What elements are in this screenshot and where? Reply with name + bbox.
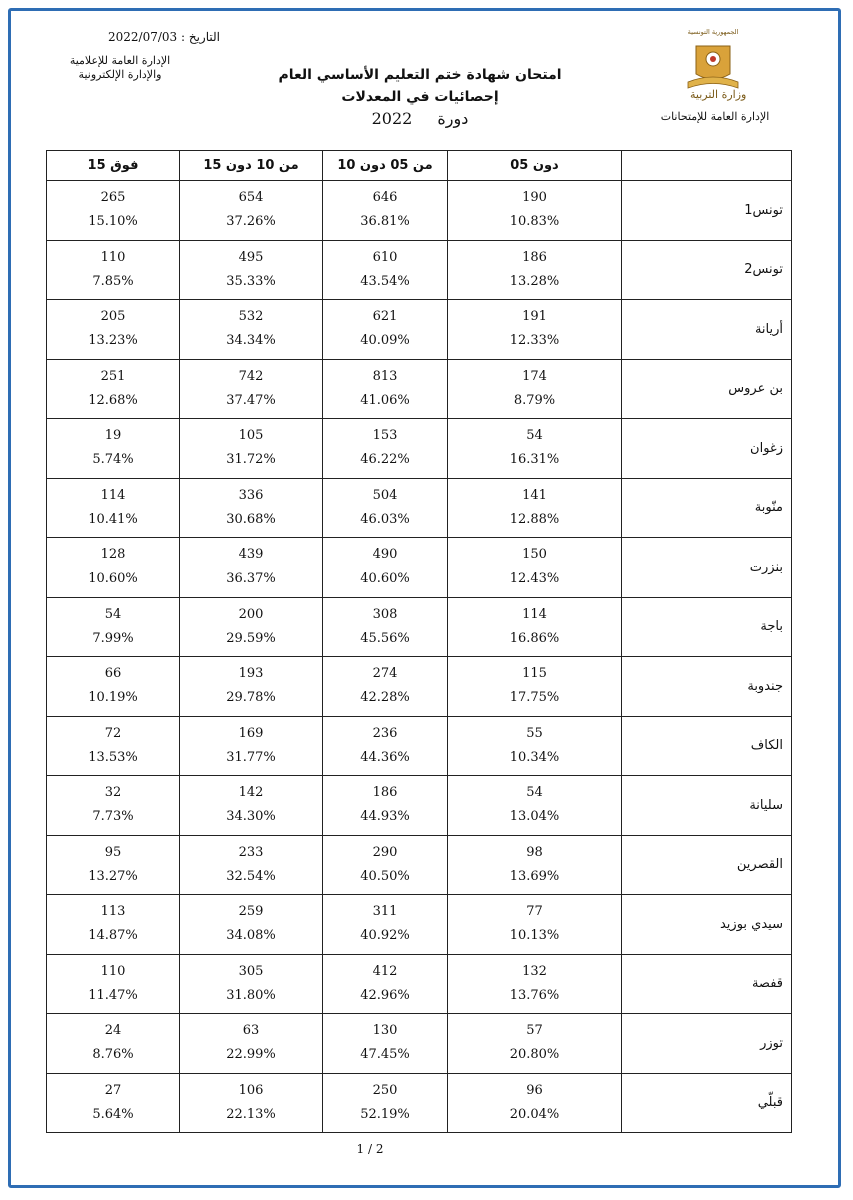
percent-value: 10.13% <box>509 928 560 944</box>
count-value: 290 <box>372 844 398 860</box>
count-value: 654 <box>238 190 264 206</box>
value-cell-c4 <box>47 597 180 657</box>
percent-value: 13.28% <box>509 273 560 289</box>
count-value: 490 <box>372 547 398 563</box>
value-cell-c4 <box>47 419 180 479</box>
col-header-governorate <box>622 151 792 181</box>
governorate-name: الكاف <box>622 716 792 776</box>
value-cell-c4 <box>47 1014 180 1074</box>
value-cell-c2 <box>323 1073 448 1133</box>
percent-value: 8.76% <box>92 1047 134 1063</box>
value-cell-c2 <box>323 954 448 1014</box>
percent-value: 13.76% <box>509 987 560 1003</box>
count-value: 504 <box>372 487 398 503</box>
count-value: 186 <box>372 785 398 801</box>
value-cell-c1 <box>448 835 622 895</box>
percent-value: 10.83% <box>509 214 560 230</box>
col-header-05-10: من 05 دون 10 <box>323 151 448 181</box>
count-value: 54 <box>526 785 543 801</box>
percent-value: 36.37% <box>226 571 276 587</box>
count-value: 55 <box>526 725 543 741</box>
value-cell-c1 <box>448 776 622 836</box>
count-value: 191 <box>522 309 547 325</box>
count-value: 54 <box>104 606 122 622</box>
value-cell-c3 <box>180 835 323 895</box>
percent-value: 22.99% <box>226 1047 276 1063</box>
count-value: 305 <box>238 963 264 979</box>
percent-value: 13.04% <box>509 809 560 825</box>
table-row <box>47 954 792 1014</box>
value-cell-c2 <box>323 359 448 419</box>
count-value: 63 <box>242 1023 260 1039</box>
percent-value: 40.92% <box>360 928 410 944</box>
value-cell-c1 <box>448 716 622 776</box>
percent-value: 7.85% <box>92 273 134 289</box>
value-cell-c4 <box>47 1073 180 1133</box>
value-cell-c3 <box>180 478 323 538</box>
count-value: 412 <box>372 963 398 979</box>
value-cell-c2 <box>323 597 448 657</box>
percent-value: 14.87% <box>88 928 138 944</box>
count-value: 98 <box>526 844 543 860</box>
percent-value: 31.72% <box>226 452 276 468</box>
value-cell-c3 <box>180 538 323 598</box>
count-value: 114 <box>522 606 547 622</box>
percent-value: 29.78% <box>226 690 276 706</box>
table-header-row <box>47 151 792 181</box>
admin-left-line2: والإدارة الإلكترونية <box>78 68 162 81</box>
count-value: 265 <box>100 190 126 206</box>
governorate-name: زغوان <box>622 419 792 479</box>
percent-value: 13.27% <box>88 868 138 884</box>
percent-value: 15.10% <box>88 214 138 230</box>
value-cell-c4 <box>47 240 180 300</box>
percent-value: 40.60% <box>360 571 410 587</box>
table-row <box>47 478 792 538</box>
value-cell-c4 <box>47 478 180 538</box>
percent-value: 44.93% <box>360 809 410 825</box>
percent-value: 10.34% <box>509 749 560 765</box>
percent-value: 40.09% <box>360 333 410 349</box>
percent-value: 20.04% <box>509 1106 560 1122</box>
value-cell-c2 <box>323 181 448 241</box>
table-row <box>47 1014 792 1074</box>
value-cell-c4 <box>47 835 180 895</box>
page-number: 1 / 2 <box>356 1142 384 1156</box>
value-cell-c1 <box>448 359 622 419</box>
value-cell-c4 <box>47 657 180 717</box>
governorate-name: باجة <box>622 597 792 657</box>
percent-value: 32.54% <box>226 868 276 884</box>
value-cell-c3 <box>180 240 323 300</box>
count-value: 233 <box>238 844 264 860</box>
percent-value: 13.23% <box>88 333 138 349</box>
count-value: 495 <box>238 249 264 265</box>
governorate-name: جندوبة <box>622 657 792 717</box>
title-line2: إحصائيات في المعدلات <box>341 89 499 105</box>
percent-value: 37.47% <box>226 392 276 408</box>
count-value: 813 <box>372 368 398 384</box>
count-value: 24 <box>104 1023 122 1039</box>
count-value: 190 <box>522 190 547 206</box>
value-cell-c1 <box>448 181 622 241</box>
percent-value: 16.31% <box>509 452 560 468</box>
admin-left-label <box>50 54 190 82</box>
percent-value: 31.77% <box>226 749 276 765</box>
col-header-below05: دون 05 <box>448 151 622 181</box>
percent-value: 34.34% <box>226 333 276 349</box>
count-value: 142 <box>238 785 264 801</box>
value-cell-c1 <box>448 478 622 538</box>
percent-value: 36.81% <box>360 214 410 230</box>
table-row <box>47 716 792 776</box>
count-value: 205 <box>100 309 126 325</box>
percent-value: 46.22% <box>360 452 410 468</box>
col-header-10-15: من 10 دون 15 <box>180 151 323 181</box>
percent-value: 29.59% <box>226 630 276 646</box>
table-row <box>47 895 792 955</box>
percent-value: 12.88% <box>509 511 560 527</box>
count-value: 439 <box>238 547 264 563</box>
governorate-name: أريانة <box>622 300 792 360</box>
table-row <box>47 300 792 360</box>
value-cell-c3 <box>180 359 323 419</box>
value-cell-c2 <box>323 776 448 836</box>
percent-value: 12.33% <box>509 333 560 349</box>
value-cell-c3 <box>180 300 323 360</box>
value-cell-c1 <box>448 895 622 955</box>
table-row <box>47 657 792 717</box>
table-row <box>47 181 792 241</box>
percent-value: 7.73% <box>92 809 134 825</box>
count-value: 57 <box>526 1023 543 1039</box>
percent-value: 5.74% <box>92 452 134 468</box>
value-cell-c2 <box>323 1014 448 1074</box>
value-cell-c2 <box>323 538 448 598</box>
count-value: 621 <box>372 309 398 325</box>
count-value: 274 <box>372 666 398 682</box>
percent-value: 45.56% <box>360 630 410 646</box>
value-cell-c4 <box>47 359 180 419</box>
value-cell-c1 <box>448 1014 622 1074</box>
governorate-name: القصرين <box>622 835 792 895</box>
session-year: 2022 <box>371 109 413 128</box>
percent-value: 46.03% <box>360 511 410 527</box>
percent-value: 43.54% <box>360 273 410 289</box>
value-cell-c3 <box>180 895 323 955</box>
value-cell-c3 <box>180 1073 323 1133</box>
percent-value: 10.60% <box>88 571 138 587</box>
table-row <box>47 835 792 895</box>
emblem-text: الجمهورية التونسية <box>687 28 739 36</box>
value-cell-c2 <box>323 240 448 300</box>
table-row <box>47 359 792 419</box>
value-cell-c1 <box>448 657 622 717</box>
count-value: 186 <box>522 249 547 265</box>
session-line <box>230 108 610 130</box>
value-cell-c1 <box>448 954 622 1014</box>
value-cell-c4 <box>47 776 180 836</box>
percent-value: 17.75% <box>509 690 560 706</box>
count-value: 66 <box>104 666 122 682</box>
percent-value: 22.13% <box>226 1106 276 1122</box>
percent-value: 47.45% <box>360 1047 410 1063</box>
percent-value: 10.41% <box>88 511 138 527</box>
table-row <box>47 776 792 836</box>
count-value: 169 <box>238 725 264 741</box>
value-cell-c1 <box>448 240 622 300</box>
count-value: 96 <box>526 1082 543 1098</box>
count-value: 115 <box>522 666 547 682</box>
value-cell-c3 <box>180 657 323 717</box>
table-row <box>47 240 792 300</box>
value-cell-c2 <box>323 478 448 538</box>
count-value: 54 <box>526 428 543 444</box>
percent-value: 34.30% <box>226 809 276 825</box>
count-value: 106 <box>238 1082 264 1098</box>
col-header-above15: فوق 15 <box>47 151 180 181</box>
session-label: دورة <box>437 109 469 128</box>
percent-value: 42.96% <box>360 987 410 1003</box>
value-cell-c4 <box>47 300 180 360</box>
percent-value: 30.68% <box>226 511 276 527</box>
table-row <box>47 1073 792 1133</box>
value-cell-c1 <box>448 419 622 479</box>
governorate-name: قفصة <box>622 954 792 1014</box>
governorate-name: بن عروس <box>622 359 792 419</box>
value-cell-c3 <box>180 954 323 1014</box>
count-value: 150 <box>522 547 547 563</box>
count-value: 311 <box>372 904 398 920</box>
value-cell-c4 <box>47 954 180 1014</box>
count-value: 259 <box>238 904 264 920</box>
count-value: 128 <box>100 547 126 563</box>
statistics-table <box>46 150 792 1133</box>
count-value: 336 <box>238 487 264 503</box>
count-value: 610 <box>372 249 398 265</box>
count-value: 141 <box>522 487 547 503</box>
count-value: 308 <box>372 606 398 622</box>
value-cell-c2 <box>323 716 448 776</box>
value-cell-c3 <box>180 597 323 657</box>
value-cell-c1 <box>448 300 622 360</box>
count-value: 114 <box>100 487 126 503</box>
percent-value: 44.36% <box>360 749 410 765</box>
count-value: 72 <box>104 725 122 741</box>
percent-value: 52.19% <box>360 1106 410 1122</box>
percent-value: 10.19% <box>88 690 138 706</box>
percent-value: 13.53% <box>88 749 138 765</box>
value-cell-c1 <box>448 597 622 657</box>
percent-value: 12.68% <box>88 392 138 408</box>
percent-value: 11.47% <box>88 987 138 1003</box>
governorate-name: تونس2 <box>622 240 792 300</box>
governorate-name: توزر <box>622 1014 792 1074</box>
percent-value: 5.64% <box>92 1106 134 1122</box>
count-value: 250 <box>372 1082 398 1098</box>
count-value: 251 <box>100 368 126 384</box>
percent-value: 35.33% <box>226 273 276 289</box>
value-cell-c3 <box>180 1014 323 1074</box>
count-value: 646 <box>372 190 398 206</box>
title-line1: امتحان شهادة ختم التعليم الأساسي العام <box>278 67 562 83</box>
table-row <box>47 538 792 598</box>
value-cell-c4 <box>47 716 180 776</box>
ministry-name: وزارة التربية <box>690 88 747 101</box>
governorate-name: سيدي بوزيد <box>622 895 792 955</box>
value-cell-c2 <box>323 419 448 479</box>
date-label: التاريخ : 2022/07/03 <box>108 30 220 44</box>
percent-value: 34.08% <box>226 928 276 944</box>
count-value: 130 <box>372 1023 398 1039</box>
value-cell-c4 <box>47 538 180 598</box>
value-cell-c2 <box>323 895 448 955</box>
table-row <box>47 597 792 657</box>
count-value: 200 <box>238 606 264 622</box>
value-cell-c3 <box>180 776 323 836</box>
percent-value: 8.79% <box>513 392 556 408</box>
count-value: 110 <box>100 963 126 979</box>
admin-right-label: الإدارة العامة للإمتحانات <box>660 110 770 123</box>
value-cell-c4 <box>47 895 180 955</box>
value-cell-c3 <box>180 181 323 241</box>
table-body <box>47 181 792 1133</box>
count-value: 77 <box>526 904 543 920</box>
document-title <box>230 64 610 130</box>
value-cell-c2 <box>323 835 448 895</box>
count-value: 193 <box>238 666 264 682</box>
value-cell-c3 <box>180 419 323 479</box>
governorate-name: تونس1 <box>622 181 792 241</box>
count-value: 95 <box>104 844 122 860</box>
admin-left-line1: الإدارة العامة للإعلامية <box>69 54 171 67</box>
count-value: 113 <box>100 904 126 920</box>
count-value: 742 <box>238 368 264 384</box>
count-value: 236 <box>372 725 398 741</box>
governorate-name: منّوبة <box>622 478 792 538</box>
percent-value: 12.43% <box>509 571 560 587</box>
percent-value: 40.50% <box>360 868 410 884</box>
governorate-name: بنزرت <box>622 538 792 598</box>
count-value: 19 <box>104 428 122 444</box>
percent-value: 31.80% <box>226 987 276 1003</box>
percent-value: 42.28% <box>360 690 410 706</box>
percent-value: 16.86% <box>509 630 560 646</box>
governorate-name: سليانة <box>622 776 792 836</box>
governorate-name: قبلّي <box>622 1073 792 1133</box>
count-value: 110 <box>100 249 126 265</box>
count-value: 132 <box>522 963 547 979</box>
count-value: 153 <box>372 428 398 444</box>
percent-value: 41.06% <box>360 392 410 408</box>
count-value: 174 <box>522 368 547 384</box>
value-cell-c2 <box>323 657 448 717</box>
value-cell-c3 <box>180 716 323 776</box>
count-value: 27 <box>104 1082 122 1098</box>
count-value: 32 <box>104 785 122 801</box>
value-cell-c4 <box>47 181 180 241</box>
percent-value: 37.26% <box>226 214 276 230</box>
value-cell-c2 <box>323 300 448 360</box>
value-cell-c1 <box>448 1073 622 1133</box>
percent-value: 7.99% <box>92 630 134 646</box>
percent-value: 20.80% <box>509 1047 560 1063</box>
percent-value: 13.69% <box>509 868 560 884</box>
count-value: 532 <box>238 309 264 325</box>
table-row <box>47 419 792 479</box>
count-value: 105 <box>238 428 264 444</box>
value-cell-c1 <box>448 538 622 598</box>
